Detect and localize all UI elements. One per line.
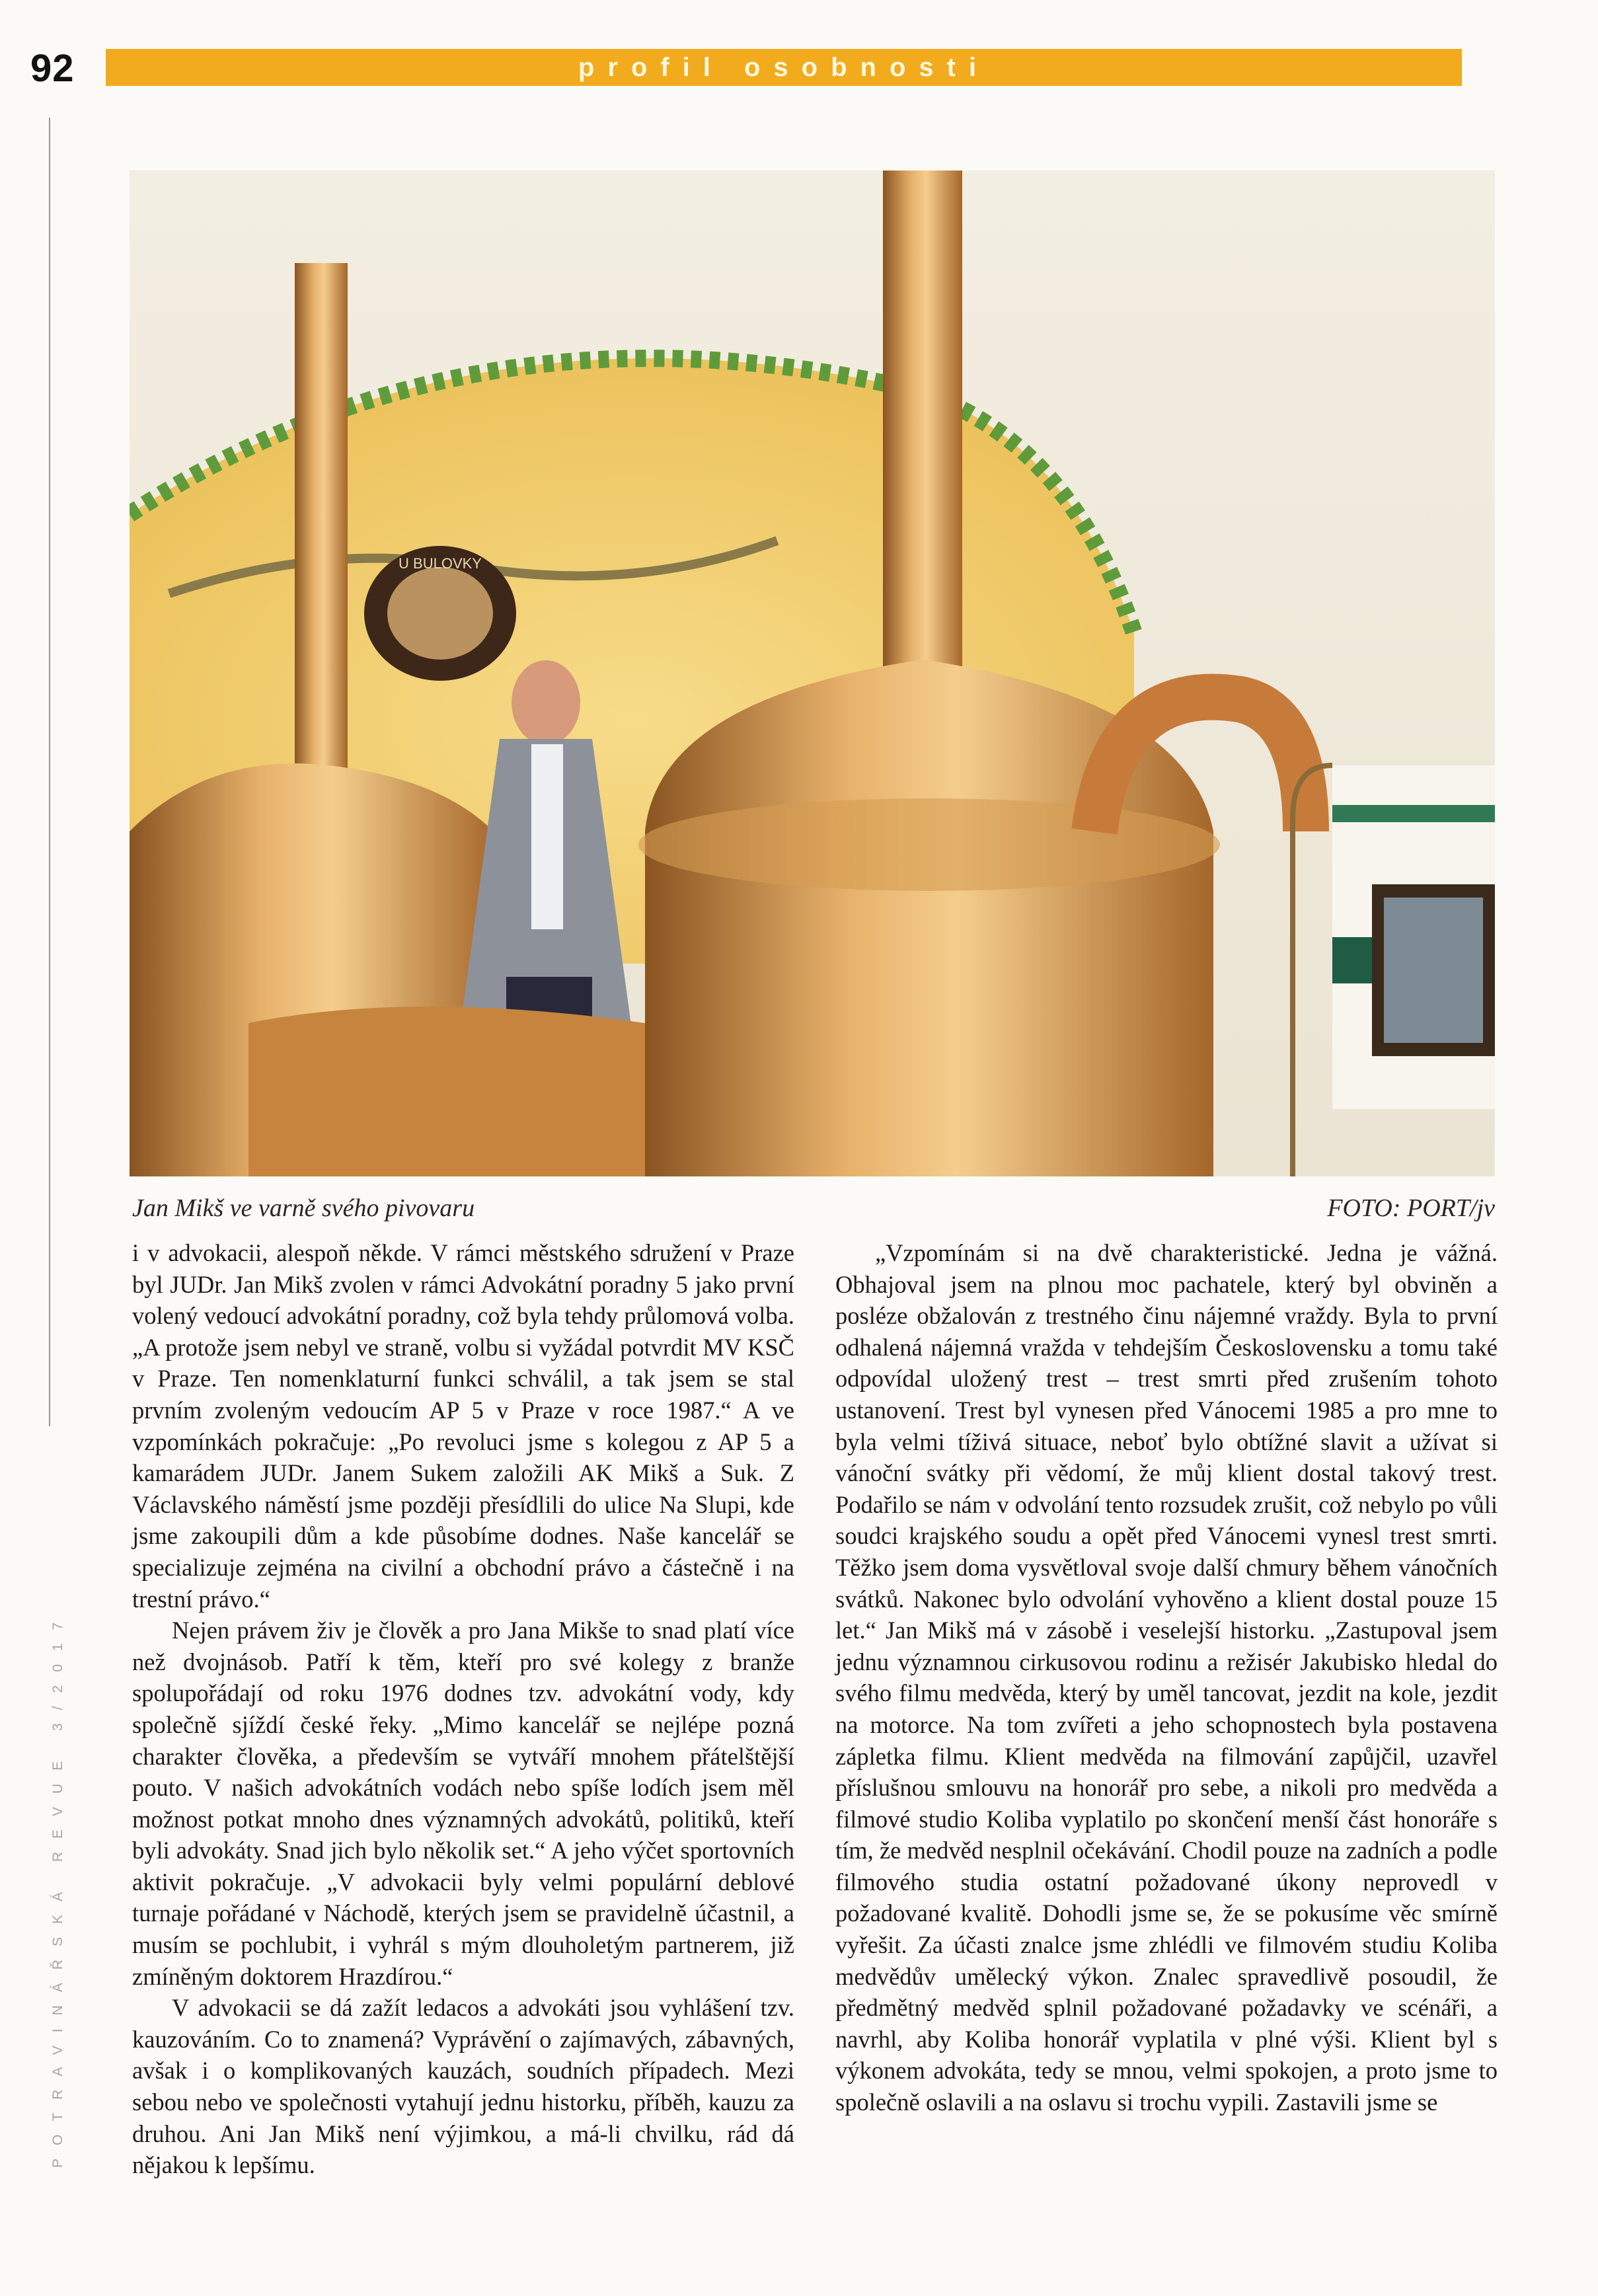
paragraph: „Vzpomínám si na dvě charakteristické. Jedna je vážná. Obhajoval jsem na plnou moc pachatele, který byl obviněn a posléze obžalován z trestného činu nájemné vraždy. Byla to první odhalená nájemná vražda v tehdejším Československu a tomu také odpovídal uložený trest – trest smrti před zrušením tohoto ustanovení. Trest byl vynesen před Vánocemi 1985 a pro mne to byla velmi tíživá situace, neboť bylo obtížné slavit a užívat si vánoční svátky při vědomí, že můj klient dostal takový trest. Podařilo se nám v odvolání tento rozsudek zrušit, což nebylo po vůli soudci krajského soudu a opět před Vánocemi vynesl trest smrti. Těžko jsem doma vysvětloval svoje další chmury během vánočních svátků. Nakonec bylo odvolání vyhověno a klient dostal pouze 15 let.“ Jan Mikš má v zásobě i veselejší historku. „Zastupoval jsem jednu významnou cirkusovou rodinu a režisér Jakubisko hledal do svého filmu medvěda, který by uměl tancovat, jezdit na kole, jezdit na motorce. Na tom zvířeti a jeho schopnostech byla postavena zápletka filmu. Klient medvěda na filmování zapůjčil, uzavřel příslušnou smlouvu na honorář pro sebe, a nikoli pro medvěda a filmové studio Koliba vyplatilo po skončení menší část honoráře s tím, že medvěd nesplnil očekávání. Chodil pouze na zadních a podle filmového studia ostatní požadované úkony neprovedl v požadované kvalitě. Dohodli jsme se, že se pokusíme věc smírně vyřešit. Za účasti znalce jsme zhlédli ve filmovém studiu Koliba medvědův umělecký výkon. Znalec spravedlivě posoudil, že předmětný medvěd splnil požadované požadavky ve scénáři, a navrhl, aby Koliba honorář vyplatila v plné výši. Klient byl s výkonem advokáta, tedy se mnou, velmi spokojen, a proto jsme to společně oslavili a na oslavu si trochu vypili. Zastavili jsme se [835, 1239, 1498, 2116]
article-right-column [835, 1237, 1498, 2118]
brewhouse-photo [130, 171, 1495, 1176]
paragraph: V advokacii se dá zažít ledacos a advokáti jsou vyhlášení tzv. kauzováním. Co to znamená? Vyprávění o zajímavých, zábavných, avšak i o komplikovaných kauzách, soudních případech. Mezi sebou nebo ve společnosti vytahují jednu historku, příběh, kauzu za druhou. Ani Jan Mikš není výjimkou, a má-li chvilku, rád dá nějakou k lepšímu. [132, 1994, 794, 2179]
margin-rule [49, 118, 50, 1426]
paragraph: i v advokacii, alespoň někde. V rámci městského sdružení v Praze byl JUDr. Jan Mikš zvolen v rámci Advokátní poradny 5 jako první volený vedoucí advokátní poradny, což byla tehdy průlomová volba. „A protože jsem nebyl ve straně, volbu si vyžádal potvrdit MV KSČ v Praze. Ten nomenklaturní funkci schválil, a tak jsem se stal prvním zvoleným vedoucím AP 5 v Praze v roce 1987.“ A ve vzpomínkách pokračuje: „Po revoluci jsme s kolegou z AP 5 a kamarádem JUDr. Janem Sukem založili AK Mikš a Suk. Z Václavského náměstí jsme později přesídlili do ulice Na Slupi, kde jsme zakoupili dům a kde působíme dodnes. Naše kancelář se specializuje zejména na civilní a obchodní právo a částečně i na trestní právo.“ [132, 1239, 794, 1613]
emblem-text: U BULOVKY [399, 555, 482, 572]
section-header-bar [106, 49, 1462, 86]
page-number: 92 [30, 47, 75, 90]
brewery-emblem [364, 546, 516, 681]
article-left-column [132, 1237, 794, 2181]
paragraph: Nejen právem živ je člověk a pro Jana Mikše to snad platí více než dvojnásob. Patří k těm, kteří pro své kolegy z branže spolupořádají od roku 1976 dodnes tzv. advokátní vody, kdy společně sjíždí české řeky. „Mimo kancelář se nejlépe pozná charakter člověka, a především se vytváří mnohem přátelštější pouto. V našich advokátních vodách nebo spíše lodích jsem měl možnost potkat mnoho dnes významných advokátů, politiků, kteří byli advokáty. Snad jich bylo několik set.“ A jeho výčet sportovních aktivit pokračuje. „V advokacii byly velmi populární deblové turnaje pořádané v Náchodě, kterých jsem se pravidelně účastnil, a musím se pochlubit, i vyhrál s mým dlouholetým partnerem, již zmíněným doktorem Hrazdírou.“ [132, 1617, 794, 1990]
photo-caption: Jan Mikš ve varně svého pivovaru [132, 1194, 475, 1222]
section-title: profil osobnosti [578, 52, 990, 82]
photo-credit: FOTO: PORT/jv [1327, 1194, 1495, 1222]
brewhouse-illustration [130, 171, 1495, 1176]
spine-text: POTRAVINÁŘSKÁ REVUE 3/2017 [50, 1609, 65, 2168]
